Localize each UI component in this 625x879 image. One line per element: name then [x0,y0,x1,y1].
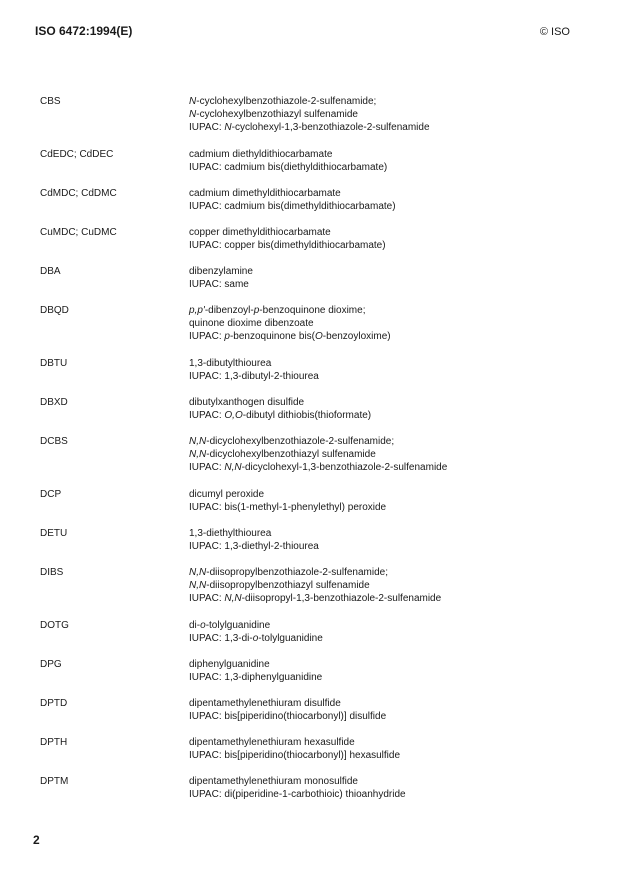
definition-line: IUPAC: 1,3-diphenylguanidine [189,672,323,683]
abbreviation: DBA [40,266,61,277]
definition-line: diphenylguanidine [189,659,270,670]
copyright-notice: © ISO [539,26,570,38]
definition-line: IUPAC: di(piperidine-1-carbothioic) thioanhydride [189,789,406,800]
list-item [40,488,600,514]
definition [189,148,600,174]
abbreviation: CdMDC; CdDMC [40,188,117,199]
definition-line: IUPAC: p-benzoquinone bis(O-benzoyloxime) [189,331,391,342]
definition [189,697,600,723]
list-item [40,775,600,801]
abbreviation: CuMDC; CuDMC [40,227,117,238]
definition-line: IUPAC: 1,3-diethyl-2-thiourea [189,541,319,552]
abbreviation: DCBS [40,436,68,447]
list-item [40,95,600,134]
definition-line: IUPAC: bis[piperidino(thiocarbonyl)] hexasulfide [189,750,401,761]
list-item [40,396,600,422]
definition-line: p,p'-dibenzoyl-p-benzoquinone dioxime; [189,305,366,316]
definition [189,357,600,383]
definition [189,396,600,422]
definition-line: N-cyclohexylbenzothiazyl sulfenamide [189,109,358,120]
definition [189,95,600,134]
list-item [40,304,600,343]
definition [189,527,600,553]
abbreviation: DOTG [40,620,69,631]
definition-line: N,N-dicyclohexylbenzothiazole-2-sulfenamide; [189,436,395,447]
abbreviation: DBQD [40,305,69,316]
definition-line: dibutylxanthogen disulfide [189,397,305,408]
abbreviation: DBXD [40,397,68,408]
list-item [40,658,600,684]
abbreviation: DPTH [40,737,68,748]
definition-line: IUPAC: cadmium bis(diethyldithiocarbamate) [189,162,388,173]
abbreviation: DPTM [40,776,69,787]
abbreviation: DCP [40,489,62,500]
definition-line: quinone dioxime dibenzoate [189,318,314,329]
definition [189,658,600,684]
list-item [40,148,600,174]
abbreviation: DBTU [40,358,68,369]
page-number: 2 [33,833,40,847]
list-item [40,736,600,762]
definition-line: di-o-tolylguanidine [189,620,271,631]
list-item [40,435,600,474]
definition-line: IUPAC: O,O-dibutyl dithiobis(thioformate) [189,410,372,421]
list-item [40,527,600,553]
definition [189,775,600,801]
definition-line: IUPAC: N,N-diisopropyl-1,3-benzothiazole-2-sulfenamide [189,593,442,604]
definition-line: IUPAC: copper bis(dimethyldithiocarbamate) [189,240,386,251]
list-item [40,226,600,252]
list-item [40,566,600,605]
definition-line: N-cyclohexylbenzothiazole-2-sulfenamide; [189,96,377,107]
definition-line: cadmium diethyldithiocarbamate [189,149,333,160]
definition-line: IUPAC: 1,3-di-o-tolylguanidine [189,633,323,644]
definition-line: N,N-diisopropylbenzothiazole-2-sulfenamide; [189,567,389,578]
definition-line: IUPAC: bis[piperidino(thiocarbonyl)] disulfide [189,711,387,722]
definition-line: dipentamethylenethiuram monosulfide [189,776,358,787]
definition-line: 1,3-dibutylthiourea [189,358,272,369]
definition-line: IUPAC: 1,3-dibutyl-2-thiourea [189,371,319,382]
definition-line: IUPAC: same [189,279,249,290]
document-standard-id: ISO 6472:1994(E) [35,24,133,38]
list-item [40,697,600,723]
definition [189,488,600,514]
definition-line: dicumyl peroxide [189,489,265,500]
definition [189,265,600,291]
definition-line: N,N-diisopropylbenzothiazyl sulfenamide [189,580,370,591]
list-item [40,187,600,213]
abbreviation: CdEDC; CdDEC [40,149,114,160]
definition-line: 1,3-diethylthiourea [189,528,272,539]
definition-line: dipentamethylenethiuram hexasulfide [189,737,355,748]
definition-line: N,N-dicyclohexylbenzothiazyl sulfenamide [189,449,376,460]
definition-line: dipentamethylenethiuram disulfide [189,698,341,709]
definition-line: IUPAC: bis(1-methyl-1-phenylethyl) peroxide [189,502,387,513]
abbreviation: DIBS [40,567,64,578]
definition-line: cadmium dimethyldithiocarbamate [189,188,341,199]
abbreviation: DPG [40,659,62,670]
definition-line: copper dimethyldithiocarbamate [189,227,331,238]
list-item [40,357,600,383]
definition [189,566,600,605]
abbreviation-list [40,95,600,814]
definition [189,435,600,474]
definition-line: IUPAC: cadmium bis(dimethyldithiocarbamate) [189,201,396,212]
list-item [40,619,600,645]
abbreviation: DETU [40,528,68,539]
abbreviation: CBS [40,96,61,107]
definition [189,226,600,252]
abbreviation: DPTD [40,698,68,709]
definition-line: dibenzylamine [189,266,253,277]
definition [189,304,600,343]
definition [189,619,600,645]
definition-line: IUPAC: N,N-dicyclohexyl-1,3-benzothiazole-2-sulfenamide [189,462,448,473]
definition-line: IUPAC: N-cyclohexyl-1,3-benzothiazole-2-sulfenamide [189,122,430,133]
list-item [40,265,600,291]
definition [189,187,600,213]
definition [189,736,600,762]
